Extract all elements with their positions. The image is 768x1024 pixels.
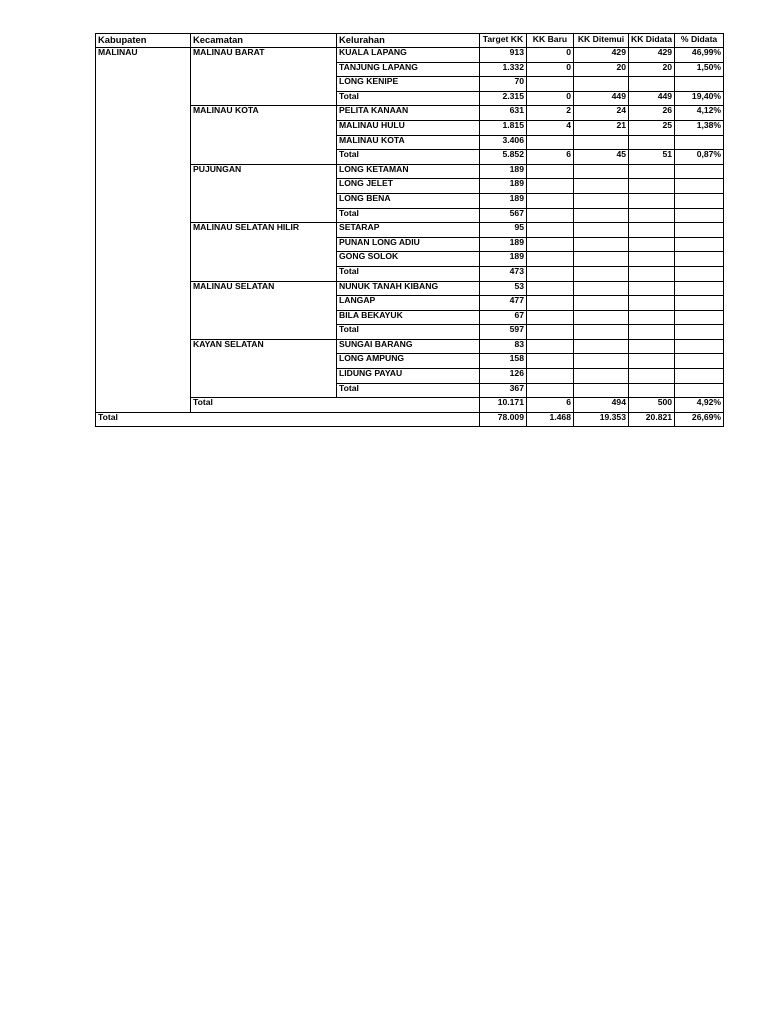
kk-ditemui-cell	[574, 135, 629, 150]
kk-didata-cell	[629, 281, 675, 296]
pct-didata-cell	[675, 77, 724, 92]
kk-didata-cell	[629, 179, 675, 194]
kk-baru-cell	[527, 208, 574, 223]
kelurahan-cell: MALINAU KOTA	[337, 135, 480, 150]
kecamatan-total-label: Total	[337, 91, 480, 106]
kecamatan-total-label: Total	[337, 325, 480, 340]
grand-total-label: Total	[96, 412, 480, 427]
kk-baru-cell	[527, 193, 574, 208]
kk-baru-cell	[527, 339, 574, 354]
target-kk-cell: 597	[480, 325, 527, 340]
kecamatan-cell: PUJUNGAN	[191, 164, 337, 222]
pct-didata-cell	[675, 369, 724, 384]
pct-didata-cell: 1,38%	[675, 120, 724, 135]
kk-ditemui-cell	[574, 281, 629, 296]
kk-ditemui-cell	[574, 339, 629, 354]
kecamatan-total-label: Total	[337, 150, 480, 165]
kk-ditemui-cell: 449	[574, 91, 629, 106]
kk-ditemui-cell: 19.353	[574, 412, 629, 427]
kk-baru-cell	[527, 77, 574, 92]
kk-baru-cell	[527, 383, 574, 398]
kk-baru-cell	[527, 369, 574, 384]
kk-didata-cell	[629, 77, 675, 92]
target-kk-cell: 3.406	[480, 135, 527, 150]
kk-baru-cell	[527, 252, 574, 267]
kelurahan-cell: SUNGAI BARANG	[337, 339, 480, 354]
kk-didata-cell	[629, 354, 675, 369]
target-kk-cell: 10.171	[480, 398, 527, 413]
target-kk-cell: 83	[480, 339, 527, 354]
kk-ditemui-cell	[574, 237, 629, 252]
table-row	[96, 164, 724, 179]
kk-ditemui-cell: 21	[574, 120, 629, 135]
kk-ditemui-cell	[574, 77, 629, 92]
kabupaten-total-label: Total	[191, 398, 480, 413]
kk-baru-cell	[527, 281, 574, 296]
kk-didata-cell	[629, 325, 675, 340]
pct-didata-cell: 4,92%	[675, 398, 724, 413]
kecamatan-total-label: Total	[337, 266, 480, 281]
kk-baru-cell: 0	[527, 48, 574, 63]
target-kk-cell: 1.332	[480, 62, 527, 77]
header-kk-baru: KK Baru	[527, 34, 574, 48]
pct-didata-cell	[675, 135, 724, 150]
kk-baru-cell: 6	[527, 398, 574, 413]
kk-baru-cell	[527, 135, 574, 150]
kk-baru-cell	[527, 266, 574, 281]
kk-ditemui-cell	[574, 354, 629, 369]
pct-didata-cell: 4,12%	[675, 106, 724, 121]
kelurahan-cell: TANJUNG LAPANG	[337, 62, 480, 77]
kk-baru-cell	[527, 237, 574, 252]
kk-didata-cell: 500	[629, 398, 675, 413]
kk-baru-cell	[527, 354, 574, 369]
kk-didata-cell: 429	[629, 48, 675, 63]
kelurahan-cell: LONG BENA	[337, 193, 480, 208]
table-row	[96, 339, 724, 354]
header-kk-ditemui: KK Ditemui	[574, 34, 629, 48]
kk-ditemui-cell	[574, 310, 629, 325]
target-kk-cell: 189	[480, 237, 527, 252]
pct-didata-cell	[675, 339, 724, 354]
kelurahan-cell: LONG KETAMAN	[337, 164, 480, 179]
kk-didata-cell	[629, 266, 675, 281]
kk-ditemui-cell: 494	[574, 398, 629, 413]
kk-baru-cell	[527, 296, 574, 311]
kelurahan-cell: LONG JELET	[337, 179, 480, 194]
pct-didata-cell	[675, 325, 724, 340]
kk-didata-cell	[629, 237, 675, 252]
kk-didata-cell	[629, 135, 675, 150]
pct-didata-cell	[675, 310, 724, 325]
pct-didata-cell: 1,50%	[675, 62, 724, 77]
kelurahan-cell: SETARAP	[337, 223, 480, 238]
kk-ditemui-cell	[574, 223, 629, 238]
pct-didata-cell	[675, 252, 724, 267]
kelurahan-cell: MALINAU HULU	[337, 120, 480, 135]
kelurahan-cell: NUNUK TANAH KIBANG	[337, 281, 480, 296]
table-row	[96, 106, 724, 121]
pct-didata-cell: 0,87%	[675, 150, 724, 165]
pct-didata-cell	[675, 223, 724, 238]
pct-didata-cell: 26,69%	[675, 412, 724, 427]
header-kabupaten: Kabupaten	[96, 34, 191, 48]
table-body	[96, 48, 724, 427]
kk-ditemui-cell	[574, 369, 629, 384]
kelurahan-cell: LANGAP	[337, 296, 480, 311]
kelurahan-cell: LONG AMPUNG	[337, 354, 480, 369]
kk-ditemui-cell	[574, 164, 629, 179]
table-row	[96, 223, 724, 238]
pct-didata-cell	[675, 208, 724, 223]
target-kk-cell: 631	[480, 106, 527, 121]
header-kk-didata: KK Didata	[629, 34, 675, 48]
kk-didata-cell: 449	[629, 91, 675, 106]
target-kk-cell: 158	[480, 354, 527, 369]
kk-baru-cell	[527, 223, 574, 238]
kk-ditemui-cell	[574, 193, 629, 208]
pct-didata-cell	[675, 354, 724, 369]
target-kk-cell: 189	[480, 193, 527, 208]
pct-didata-cell	[675, 281, 724, 296]
target-kk-cell: 189	[480, 164, 527, 179]
kk-baru-cell: 1.468	[527, 412, 574, 427]
target-kk-cell: 477	[480, 296, 527, 311]
kk-didata-cell	[629, 193, 675, 208]
kk-didata-cell	[629, 383, 675, 398]
kk-baru-cell	[527, 179, 574, 194]
pct-didata-cell	[675, 383, 724, 398]
target-kk-cell: 53	[480, 281, 527, 296]
kk-ditemui-cell: 20	[574, 62, 629, 77]
kk-didata-cell	[629, 339, 675, 354]
target-kk-cell: 95	[480, 223, 527, 238]
kecamatan-total-label: Total	[337, 208, 480, 223]
pct-didata-cell	[675, 193, 724, 208]
kk-ditemui-cell	[574, 252, 629, 267]
grand-total-row	[96, 412, 724, 427]
target-kk-cell: 2.315	[480, 91, 527, 106]
kecamatan-cell: MALINAU SELATAN HILIR	[191, 223, 337, 281]
kecamatan-cell: MALINAU KOTA	[191, 106, 337, 164]
header-kecamatan: Kecamatan	[191, 34, 337, 48]
pct-didata-cell	[675, 237, 724, 252]
header-row	[96, 34, 724, 48]
kk-didata-cell	[629, 208, 675, 223]
kk-didata-cell	[629, 164, 675, 179]
kelurahan-cell: PUNAN LONG ADIU	[337, 237, 480, 252]
kk-baru-cell: 6	[527, 150, 574, 165]
target-kk-cell: 567	[480, 208, 527, 223]
kk-didata-cell: 20	[629, 62, 675, 77]
target-kk-cell: 189	[480, 179, 527, 194]
table-row	[96, 48, 724, 63]
kk-didata-cell: 25	[629, 120, 675, 135]
target-kk-cell: 913	[480, 48, 527, 63]
kelurahan-cell: LIDUNG PAYAU	[337, 369, 480, 384]
kk-didata-cell	[629, 223, 675, 238]
kk-ditemui-cell	[574, 179, 629, 194]
kk-baru-cell: 2	[527, 106, 574, 121]
target-kk-cell: 473	[480, 266, 527, 281]
kk-baru-cell	[527, 310, 574, 325]
header-pct-didata: % Didata	[675, 34, 724, 48]
target-kk-cell: 70	[480, 77, 527, 92]
kk-didata-cell	[629, 252, 675, 267]
kelurahan-cell: BILA BEKAYUK	[337, 310, 480, 325]
target-kk-cell: 126	[480, 369, 527, 384]
kk-baru-cell: 0	[527, 62, 574, 77]
target-kk-cell: 1.815	[480, 120, 527, 135]
kk-didata-cell: 51	[629, 150, 675, 165]
kk-data-table	[95, 33, 724, 427]
kelurahan-cell: PELITA KANAAN	[337, 106, 480, 121]
pct-didata-cell: 19,40%	[675, 91, 724, 106]
kecamatan-cell: KAYAN SELATAN	[191, 339, 337, 397]
target-kk-cell: 78.009	[480, 412, 527, 427]
target-kk-cell: 67	[480, 310, 527, 325]
kk-ditemui-cell	[574, 208, 629, 223]
kk-ditemui-cell: 24	[574, 106, 629, 121]
kecamatan-cell: MALINAU SELATAN	[191, 281, 337, 339]
kabupaten-total-row	[96, 398, 724, 413]
pct-didata-cell	[675, 296, 724, 311]
pct-didata-cell	[675, 164, 724, 179]
kk-ditemui-cell	[574, 296, 629, 311]
table-row	[96, 281, 724, 296]
kabupaten-cell: MALINAU	[96, 48, 191, 413]
header-kelurahan: Kelurahan	[337, 34, 480, 48]
header-target-kk: Target KK	[480, 34, 527, 48]
kelurahan-cell: GONG SOLOK	[337, 252, 480, 267]
target-kk-cell: 189	[480, 252, 527, 267]
kk-baru-cell: 4	[527, 120, 574, 135]
kk-ditemui-cell	[574, 383, 629, 398]
kecamatan-total-label: Total	[337, 383, 480, 398]
pct-didata-cell	[675, 266, 724, 281]
pct-didata-cell: 46,99%	[675, 48, 724, 63]
pct-didata-cell	[675, 179, 724, 194]
kk-didata-cell: 26	[629, 106, 675, 121]
kk-ditemui-cell: 429	[574, 48, 629, 63]
kk-baru-cell: 0	[527, 91, 574, 106]
target-kk-cell: 367	[480, 383, 527, 398]
kelurahan-cell: KUALA LAPANG	[337, 48, 480, 63]
kk-didata-cell	[629, 369, 675, 384]
kk-didata-cell	[629, 310, 675, 325]
kk-ditemui-cell	[574, 266, 629, 281]
kecamatan-cell: MALINAU BARAT	[191, 48, 337, 106]
kelurahan-cell: LONG KENIPE	[337, 77, 480, 92]
kk-didata-cell: 20.821	[629, 412, 675, 427]
kk-didata-cell	[629, 296, 675, 311]
kk-baru-cell	[527, 325, 574, 340]
kk-baru-cell	[527, 164, 574, 179]
kk-ditemui-cell	[574, 325, 629, 340]
kk-ditemui-cell: 45	[574, 150, 629, 165]
target-kk-cell: 5.852	[480, 150, 527, 165]
